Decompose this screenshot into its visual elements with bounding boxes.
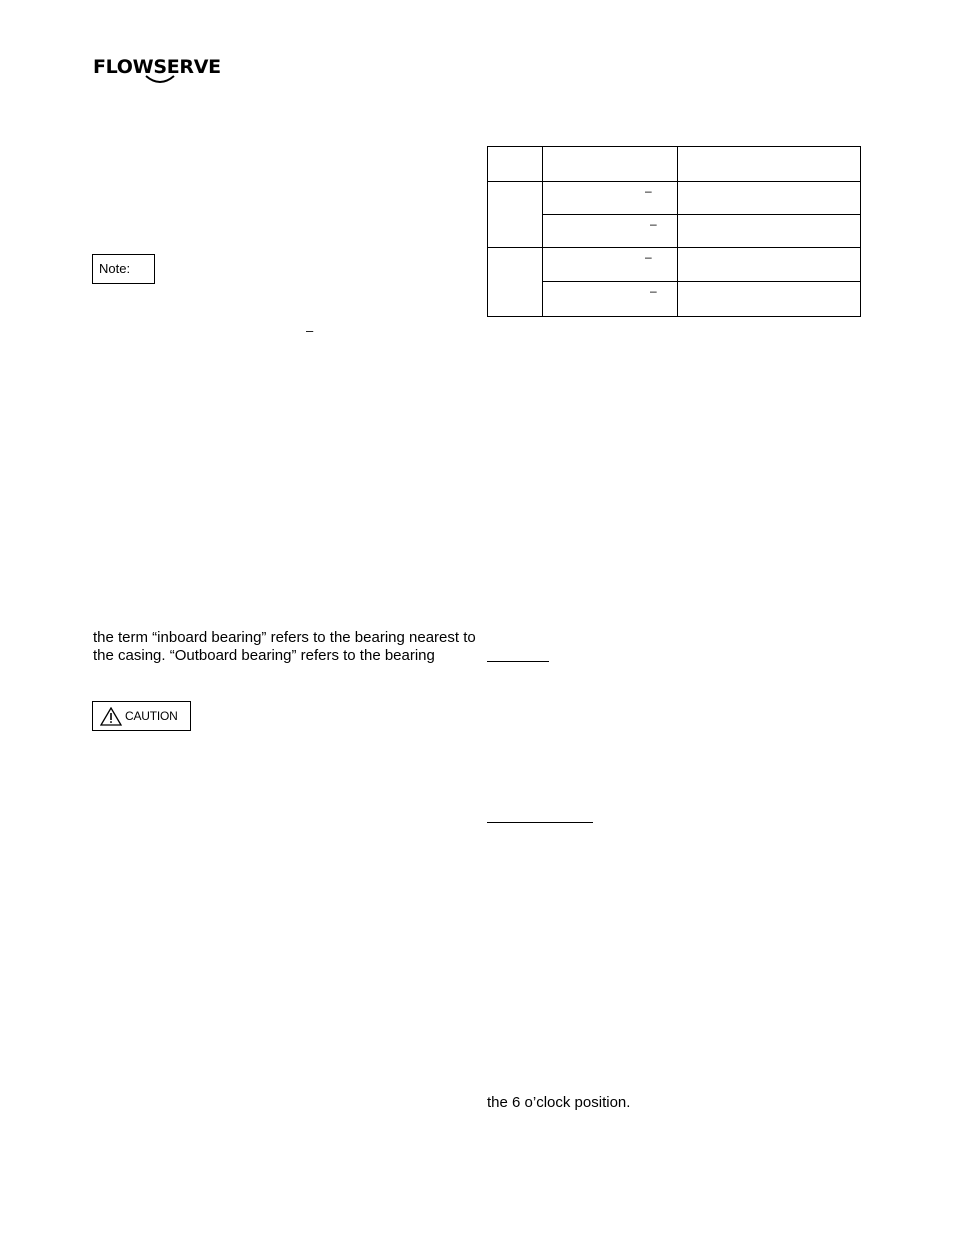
logo-swoosh-icon [145, 74, 175, 86]
table-row [488, 248, 861, 282]
table-cell [488, 147, 543, 182]
note-label: Note: [99, 261, 131, 276]
table-cell [678, 215, 861, 248]
flowserve-logo [93, 54, 221, 88]
cell-dash-mark: – [650, 284, 657, 298]
table-row [488, 215, 861, 248]
data-table [487, 146, 861, 317]
cell-dash-mark: – [645, 184, 652, 198]
bearing-text-line-2: the casing. “Outboard bearing” refers to the bearing [93, 647, 435, 664]
cell-dash-mark: – [645, 250, 652, 264]
table-cell [543, 282, 678, 317]
logo-wordmark: FLOWSERVE [93, 56, 221, 78]
table-cell [543, 147, 678, 182]
table-cell [678, 248, 861, 282]
table-cell [488, 182, 543, 248]
position-text: the 6 o’clock position. [487, 1094, 631, 1111]
table-row [488, 147, 861, 182]
caution-label-box [92, 701, 191, 731]
heading-underline [487, 661, 549, 662]
caution-label: CAUTION [125, 709, 178, 723]
table-cell [488, 248, 543, 317]
heading-underline [487, 822, 593, 823]
table-cell [543, 248, 678, 282]
table-cell [543, 215, 678, 248]
warning-triangle-icon [100, 707, 122, 726]
table-row [488, 282, 861, 317]
table-cell [543, 182, 678, 215]
table-row [488, 182, 861, 215]
bearing-text-line-1: the term “inboard bearing” refers to the bearing nearest to [93, 629, 476, 646]
table-cell [678, 147, 861, 182]
table-cell [678, 182, 861, 215]
note-label-box [92, 254, 155, 284]
dash-mark: – [306, 323, 314, 338]
cell-dash-mark: – [650, 217, 657, 231]
table-cell [678, 282, 861, 317]
